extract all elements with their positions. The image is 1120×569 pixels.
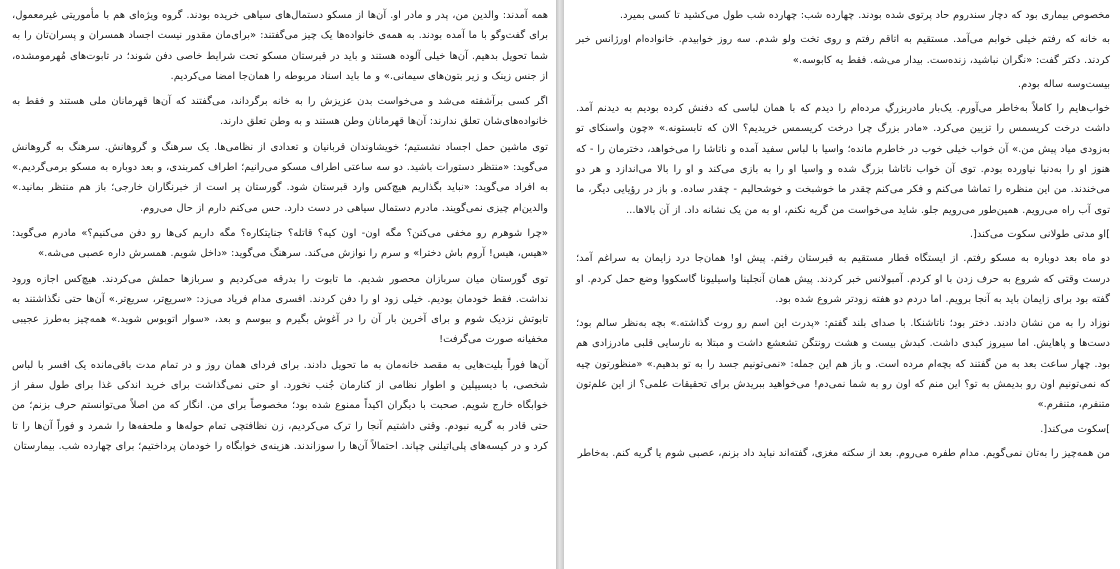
- left-paragraph-2: اگر کسی برآشفته می‌شد و می‌خواست بدن عزیزش را به خانه برگرداند، می‌گفتند که آن‌ها قهرمانان ملی هستند و فقط به خانواده‌های‌شان تعلق ندارند: آن‌ها قهرمانان وطن هستند و به وطن تعلق دارند.: [12, 96, 548, 128]
- right-paragraph-5: ]او مدتی طولانی سکوت می‌کند[.: [969, 228, 1110, 240]
- page-gutter: [556, 0, 564, 569]
- right-paragraph-1: مخصوص بیماری بود که دچار سندروم حاد پرتوی شده بودند. چهارده شب: چهارده شب طول می‌کشید تا کسی بمیرد.: [619, 10, 1110, 21]
- right-paragraph-3: بیست‌وسه ساله بودم.: [1017, 78, 1110, 90]
- left-page: [0, 0, 556, 569]
- left-paragraph-5: توی گورستان میان سربازان محصور شدیم. ما تابوت را بدرقه می‌کردیم و سربازها حملش می‌کردند. هیچ‌کس اجازه ورود نداشت. فقط خودمان بودیم. خیلی زود او را دفن کردند. افسری مدام فریاد می‌زد: «سریع‌تر، سریع‌تر.» آن‌ها حتی نگذاشتند به تابوتش نزدیک شوم و برای آخرین بار آن را در آغوش بگیرم و ببوسم و بعد، «سوار اتوبوس شوید.» همه‌چیز به‌طرز عجیبی مخفیانه صورت می‌گرفت!: [12, 273, 548, 346]
- right-paragraph-8: ]سکوت می‌کند[.: [1040, 423, 1110, 435]
- right-paragraph-9: من همه‌چیز را به‌تان نمی‌گویم. مدام طفره می‌روم. بعد از سکته مغزی، گفته‌اند نباید داد بزنم، عصبی شوم یا گریه کنم. به‌خاطر: [577, 447, 1110, 459]
- left-paragraph-6: آن‌ها فوراً بلیت‌هایی به مقصد خانه‌مان به ما تحویل دادند. برای فردای همان روز و در تمام مدت باقی‌مانده یک افسر با لباس شخصی، با دیسیپلین و اطوار نظامی از کنارمان جُنب نخورد. او حتی نمی‌گذاشت برای خرید اندکی غذا برای طول سفر از خوابگاه خارج شویم. صحبت با دیگران اکیداً ممنوع شده بود؛ مخصوصاً برای من. انگار که من اصلاً می‌توانستم حرف بزنم؛ من حتی قادر به گریه نبودم. وقتی داشتیم آنجا را ترک می‌کردیم، زن نظافتچی تمام حوله‌ها و ملحفه‌ها را شمرد و فوراً آن‌ها را تا کرد و در کیسه‌های پلی‌اتیلنی چپاند. احتمالاً آن‌ها را سوزاندند. هزینه‌ی خوابگاه را خودمان پرداختیم؛ برای چهارده شب. بیمارستان: [12, 359, 548, 452]
- right-paragraph-4: خواب‌هایم را کاملاً به‌خاطر می‌آورم. یک‌بار مادربزرگِ مرده‌ام را دیدم که با همان لباسی که دفنش کرده بودیم به دیدنم آمد. داشت درخت کریسمس را تزیین می‌کرد. «مادر بزرگ چرا درخت کریسمس خریدیم؟ الان که تابستونه.» «چون واسنکای تو به‌زودی میاد پیش من.» آن خواب خیلی خوب در خاطرم مانده؛ واسیا با لباس سفید آمده و ناتاشا را می‌خواهد، دخترمان را - که هنوز او را به‌دنیا نیاورده بودم. توی آن خواب ناتاشا بزرگ شده و واسیا او را به بازی می‌کند و او را بالا می‌اندازد و هر دو می‌خندند. من این منظره را تماشا می‌کنم و فکر می‌کنم چقدر ما خوشبخت و خوشحالیم - چقدر ساده. و باز در رؤیایی دیگر، ما توی آب راه می‌رویم. همین‌طور می‌رویم جلو. شاید می‌خواست من گریه نکنم، او به من یک نشانه داد. از آن بالاها...: [576, 103, 1110, 216]
- left-paragraph-1: همه آمدند: والدین من، پدر و مادر او. آن‌ها از مسکو دستمال‌های سیاهی خریده بودند. گروه ویژه‌ای هم با مأموریتی غیرمعمول، برای گفت‌وگو با ما آمده بودند. به همه‌ی خانواده‌ها یک چیز می‌گفتند: «برای‌مان مقدور نیست اجساد همسران و پسران‌تان را به شما تحویل بدهیم. آن‌ها خیلی آلوده هستند و باید در قبرستان مسکو تحت شرایط خاصی دفن شوند؛ در تابوت‌های مُهرمومشده، از جنس زینک و زیر بتون‌های سیمانی.» و ما باید اسناد مربوطه را همان‌جا امضا می‌کردیم.: [12, 10, 548, 82]
- right-paragraph-6: دو ماه بعد دوباره به مسکو رفتم. از ایستگاه قطار مستقیم به قبرستان رفتم. پیش او! همان‌جا درد زایمان به سراغم آمد؛ درست وقتی که شروع به حرف زدن با او کردم. آمبولانس خبر کردند. پیش همان آنجلینا واسیلیونا گاسکووا وضع حمل کردم. او گفته بود برای زایمان باید به آنجا برویم. اما دردم دو هفته زودتر شروع شده بود.: [576, 253, 1110, 305]
- right-paragraph-7: نوزاد را به من نشان دادند. دختر بود؛ ناتاشنکا. با صدای بلند گفتم: «پدرت این اسم رو روت گذاشته.» بچه به‌نظر سالم بود؛ دست‌ها و پاهایش. اما سیروز کبدی داشت. کبدش بیست و هشت رونتگن تشعشع داشت و مبتلا به نارسایی قلبی مادرزادی هم بود. چهار ساعت بعد به من گفتند که بچه‌ام مرده است. و باز هم این جمله: «نمی‌تونیم جسد را به تو بدهیم.» «منظورتون چیه که نمی‌تونیم اون رو بدیمش به تو؟ این منم که اون رو به شما نمی‌دم! می‌خواهید ببریدش برای تحقیقات علمی؟ از این علم‌تون متنفرم، متنفرم.»: [576, 318, 1110, 411]
- right-page: [564, 0, 1120, 569]
- left-paragraph-4: «چرا شوهرم رو مخفی می‌کنن؟ مگه اون- اون کیه؟ قاتله؟ جنایتکاره؟ مگه داریم کی‌ها رو دفن می‌کنیم؟» مادرم می‌گوید: «هیس، هیس! آروم باش دخترا» و سرم را نوازش می‌کند. سرهنگ می‌گوید: «داخل شویم. همسرش داره عصبی می‌شه.»: [12, 227, 548, 260]
- left-paragraph-3: توی ماشین حمل اجساد نشستیم؛ خویشاوندان قربانیان و تعدادی از نظامی‌ها. یک سرهنگ و گروهانش. سرهنگ به گروهانش می‌گوید: «منتظر دستورات باشید. دو سه ساعتی اطراف مسکو می‌رانیم؛ اطراف کمربندی، و بعد دوباره به مسکو برمی‌گردیم.» به افراد می‌گوید: «نباید بگذاریم هیچ‌کس وارد قبرستان شود. گورستان پر است از خبرنگاران خارجی؛ باز هم منتظر بمانید.» والدین‌ام چیزی نمی‌گویند. مادرم دستمال سیاهی در دست دارد. حس می‌کنم دارم از حال می‌روم.: [12, 141, 548, 214]
- right-paragraph-2: به خانه که رفتم خیلی خوابم می‌آمد. مستقیم به اتاقم رفتم و روی تخت ولو شدم. سه روز خوابیدم. خانواده‌ام اورژانس خبر کردند. دکتر گفت: «نگران نباشید، زنده‌ست. بیدار می‌شه. فقط یه کابوسه.»: [576, 34, 1110, 66]
